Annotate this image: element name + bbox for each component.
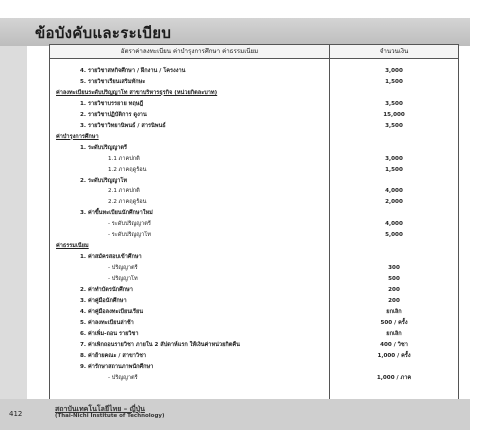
row-amount: 3,000 <box>385 68 403 74</box>
row-label: 7. ค่าเพิกถอนรายวิชา ภายใน 2 สัปดาห์แรก ให้เงินค่าหน่วยกิตคืน <box>80 341 240 348</box>
row-amount: 4,000 <box>385 188 403 195</box>
row-amount: 200 <box>388 287 400 293</box>
section-heading-row <box>50 241 458 251</box>
row-amount: 300 <box>388 265 400 272</box>
table-row <box>50 296 458 306</box>
table-row <box>50 154 458 164</box>
table-row <box>50 351 458 361</box>
page-title: ข้อบังคับและระเบียบ <box>35 24 172 42</box>
table-row <box>50 121 458 131</box>
row-label: 3. ค่าขึ้นทะเบียนนักศึกษาใหม่ <box>80 210 153 217</box>
table-row <box>50 285 458 295</box>
institute-name: สถาบันเทคโนโลยีไทย – ญี่ปุ่น <box>55 405 145 413</box>
row-amount: 200 <box>388 297 400 304</box>
table-row <box>50 208 458 218</box>
row-label: - ปริญญาตรี <box>108 265 138 272</box>
row-label: 2.2 ภาคฤดูร้อน <box>108 199 147 206</box>
row-label: 3. รายวิชาวิทยานิพนธ์ / สารนิพนธ์ <box>80 122 166 129</box>
row-label: 9. ค่ารักษาสถานภาพนักศึกษา <box>80 363 154 370</box>
row-label: - ระดับปริญญาตรี <box>108 221 151 228</box>
table-row <box>50 252 458 262</box>
table-row <box>50 230 458 240</box>
row-label: 8. ค่าย้ายคณะ / สาขาวิชา <box>80 352 147 359</box>
table-row <box>50 66 458 76</box>
table-header <box>50 45 458 59</box>
row-label: 2. รายวิชาปฏิบัติการ ดูงาน <box>80 111 147 118</box>
row-amount: 3,500 <box>385 100 403 107</box>
row-label: 3. ค่าคู่มือนักศึกษา <box>80 297 127 304</box>
row-label: 4. ค่าคู่มือลงทะเบียนเรียน <box>80 308 144 315</box>
row-amount: 1,500 <box>385 78 403 85</box>
row-amount: ยกเลิก <box>386 330 402 337</box>
row-amount: 500 <box>388 276 400 283</box>
institute-name-english: (Thai-Nichi Institute of Technology) <box>55 413 165 419</box>
row-label: 2. ค่าทำบัตรนักศึกษา <box>80 287 133 293</box>
table-row <box>50 263 458 273</box>
row-amount: 400 / วิชา <box>380 341 408 348</box>
row-label: - ปริญญาโท <box>108 276 138 283</box>
left-margin-rail <box>0 46 27 400</box>
row-label: 5. รายวิชาเรียนเสริมทักษะ <box>80 78 146 85</box>
table-row <box>50 219 458 229</box>
row-label: 5. ค่าลงทะเบียนล่าช้า <box>80 319 134 326</box>
table-row <box>50 197 458 207</box>
table-row <box>50 99 458 109</box>
row-amount: 3,500 <box>385 122 403 129</box>
table-row <box>50 143 458 153</box>
table-row <box>50 318 458 328</box>
section-heading-row <box>50 88 458 98</box>
table-row <box>50 362 458 372</box>
row-label: 1. ระดับปริญญาตรี <box>80 144 128 151</box>
row-label: 2. ระดับปริญญาโท <box>80 177 128 184</box>
table-row <box>50 329 458 339</box>
section-heading: ค่าลงทะเบียนระดับปริญญาโท สาขาบริหารธุรกิจ (หน่วยกิตละบาท) <box>56 89 218 96</box>
row-amount: 4,000 <box>385 221 403 228</box>
row-label: 1.2 ภาคฤดูร้อน <box>108 166 147 173</box>
row-label: 2.1 ภาคปกติ <box>108 188 140 195</box>
row-label: 4. รายวิชาสหกิจศึกษา / ฝึกงาน / โครงงาน <box>80 68 186 74</box>
row-label: 1.1 ภาคปกติ <box>108 155 140 162</box>
row-label: - ปริญญาตรี <box>108 374 138 381</box>
column-header-amount: จำนวนเงิน <box>379 48 409 55</box>
section-heading: ค่าธรรมเนียม <box>56 243 89 250</box>
table-row <box>50 373 458 383</box>
row-amount: 500 / ครั้ง <box>380 319 408 326</box>
row-amount: 1,000 / ภาค <box>376 374 412 381</box>
section-heading: ค่าบำรุงการศึกษา <box>56 133 99 140</box>
row-amount: 1,500 <box>385 166 403 173</box>
table-row <box>50 186 458 196</box>
table-row <box>50 307 458 317</box>
table-row <box>50 165 458 175</box>
table-row <box>50 176 458 186</box>
table-row <box>50 77 458 87</box>
table-row <box>50 340 458 350</box>
page-number: 412 <box>9 410 23 418</box>
table-row <box>50 274 458 284</box>
section-heading-row <box>50 132 458 142</box>
row-amount: 3,000 <box>385 155 403 162</box>
row-amount: 1,000 / ครั้ง <box>377 352 411 359</box>
table-row <box>50 110 458 120</box>
row-label: - ระดับปริญญาโท <box>108 232 151 239</box>
row-amount: 5,000 <box>385 232 403 239</box>
row-amount: 15,000 <box>383 111 405 118</box>
row-label: 6. ค่าเพิ่ม-ถอน รายวิชา <box>80 330 139 337</box>
column-header-description: อัตราค่าลงทะเบียน ค่าบำรุงการศึกษา ค่าธรรมเนียม <box>50 45 330 58</box>
row-amount: ยกเลิก <box>386 308 402 315</box>
row-label: 1. ค่าสมัครสอบเข้าศึกษา <box>80 254 142 261</box>
fee-table <box>49 44 459 400</box>
row-amount: 2,000 <box>385 199 403 206</box>
row-label: 1. รายวิชาบรรยาย ทฤษฎี <box>80 100 144 107</box>
